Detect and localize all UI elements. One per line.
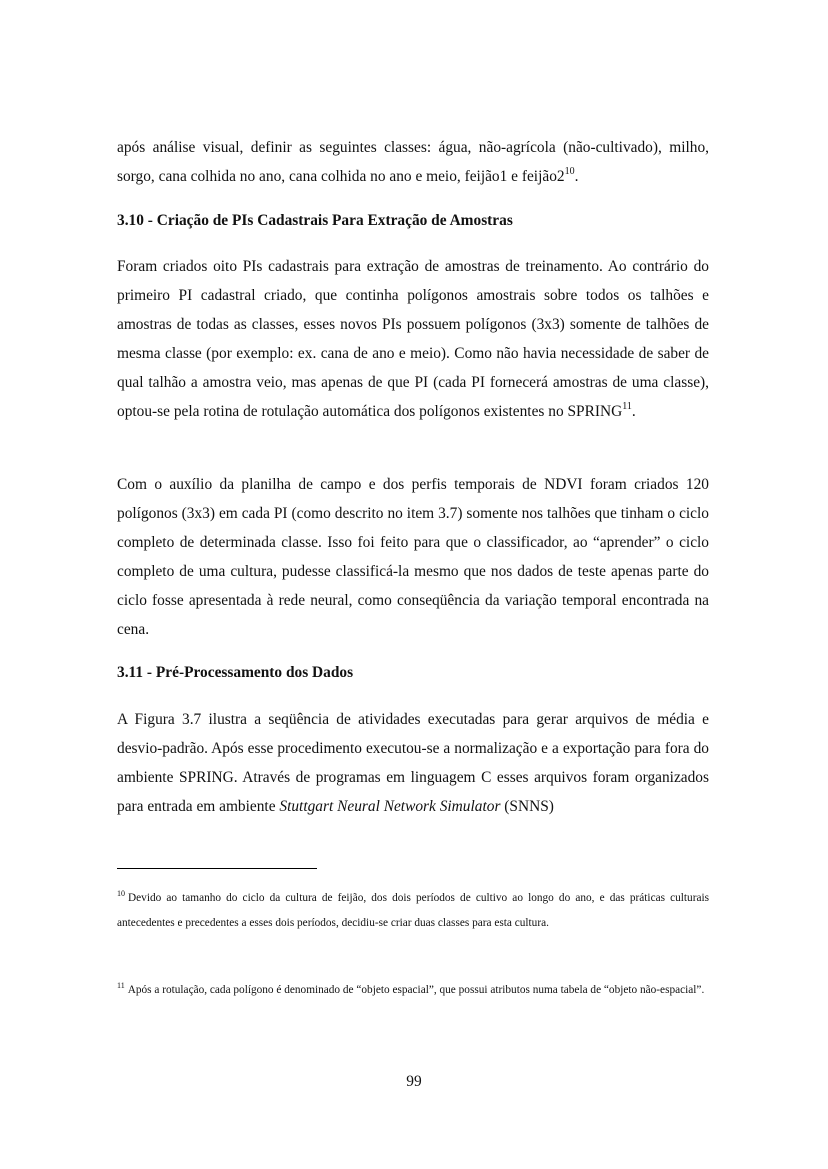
- section-heading-3-10: 3.10 - Criação de PIs Cadastrais Para Extração de Amostras: [117, 212, 513, 229]
- paragraph-period: .: [631, 403, 636, 420]
- footnote-divider: [117, 868, 317, 869]
- footnote-10: [117, 886, 709, 936]
- section-3-11-paragraph-1: [117, 705, 709, 821]
- footnote-number: 11: [117, 981, 125, 990]
- page-number: 99: [406, 1073, 422, 1090]
- footnote-ref-10[interactable]: 10: [564, 166, 575, 177]
- footnote-ref-11[interactable]: 11: [622, 401, 632, 412]
- intro-text: após análise visual, definir as seguintes classes: água, não-agrícola (não-cultivado), milho, sorgo, cana colhida no ano, cana colhida no ano e meio, feijão1 e feijão2: [117, 139, 709, 185]
- section-3-10-paragraph-2: Com o auxílio da planilha de campo e dos perfis temporais de NDVI foram criados 120 polígonos (3x3) em cada PI (como descrito no item 3.7) somente nos talhões que tinham o ciclo completo de determinada classe. Isso foi feito para que o classificador, ao “aprender” o ciclo completo de uma cultura, pudesse classificá-la mesmo que nos dados de teste apenas parte do ciclo fosse apresentada à rede neural, como conseqüência da variação temporal encontrada na cena.: [117, 476, 709, 638]
- footnote-11: [117, 978, 709, 1003]
- footnote-text: Devido ao tamanho do ciclo da cultura de feijão, dos dois períodos de cultivo ao longo do ano, e das práticas culturais antecedentes e precedentes a esses dois períodos, decidiu-se criar duas classes para esta cultura.: [117, 892, 709, 929]
- paragraph-text: A Figura 3.7 ilustra a seqüência de atividades executadas para gerar arquivos de média e desvio-padrão. Após esse procedimento executou-se a normalização e a exportação para fora do ambiente SPRING. Através de programas em linguagem C esses arquivos foram organizados para entrada em ambiente: [117, 711, 709, 815]
- section-heading-3-11: 3.11 - Pré-Processamento dos Dados: [117, 664, 354, 681]
- footnote-text: Após a rotulação, cada polígono é denominado de “objeto espacial”, que possui atributos numa tabela de “objeto não-espacial”.: [127, 984, 705, 996]
- paragraph-text: Foram criados oito PIs cadastrais para extração de amostras de treinamento. Ao contrário do primeiro PI cadastral criado, que continha polígonos amostrais sobre todos os talhões e amostras de todas as classes, esses novos PIs possuem polígonos (3x3) somente de talhões de mesma classe (por exemplo: ex. cana de ano e meio). Como não havia necessidade de saber de qual talhão a amostra veio, mas apenas de que PI (cada PI fornecerá amostras de uma classe), optou-se pela rotina de rotulação automática dos polígonos existentes no SPRING: [117, 258, 709, 420]
- intro-period: .: [574, 168, 579, 185]
- section-3-10-paragraph-1: [117, 252, 709, 426]
- intro-paragraph: [117, 133, 709, 191]
- footnote-number: 10: [117, 889, 125, 898]
- snns-title: Stuttgart Neural Network Simulator: [279, 798, 501, 815]
- snns-abbrev: (SNNS): [504, 798, 554, 815]
